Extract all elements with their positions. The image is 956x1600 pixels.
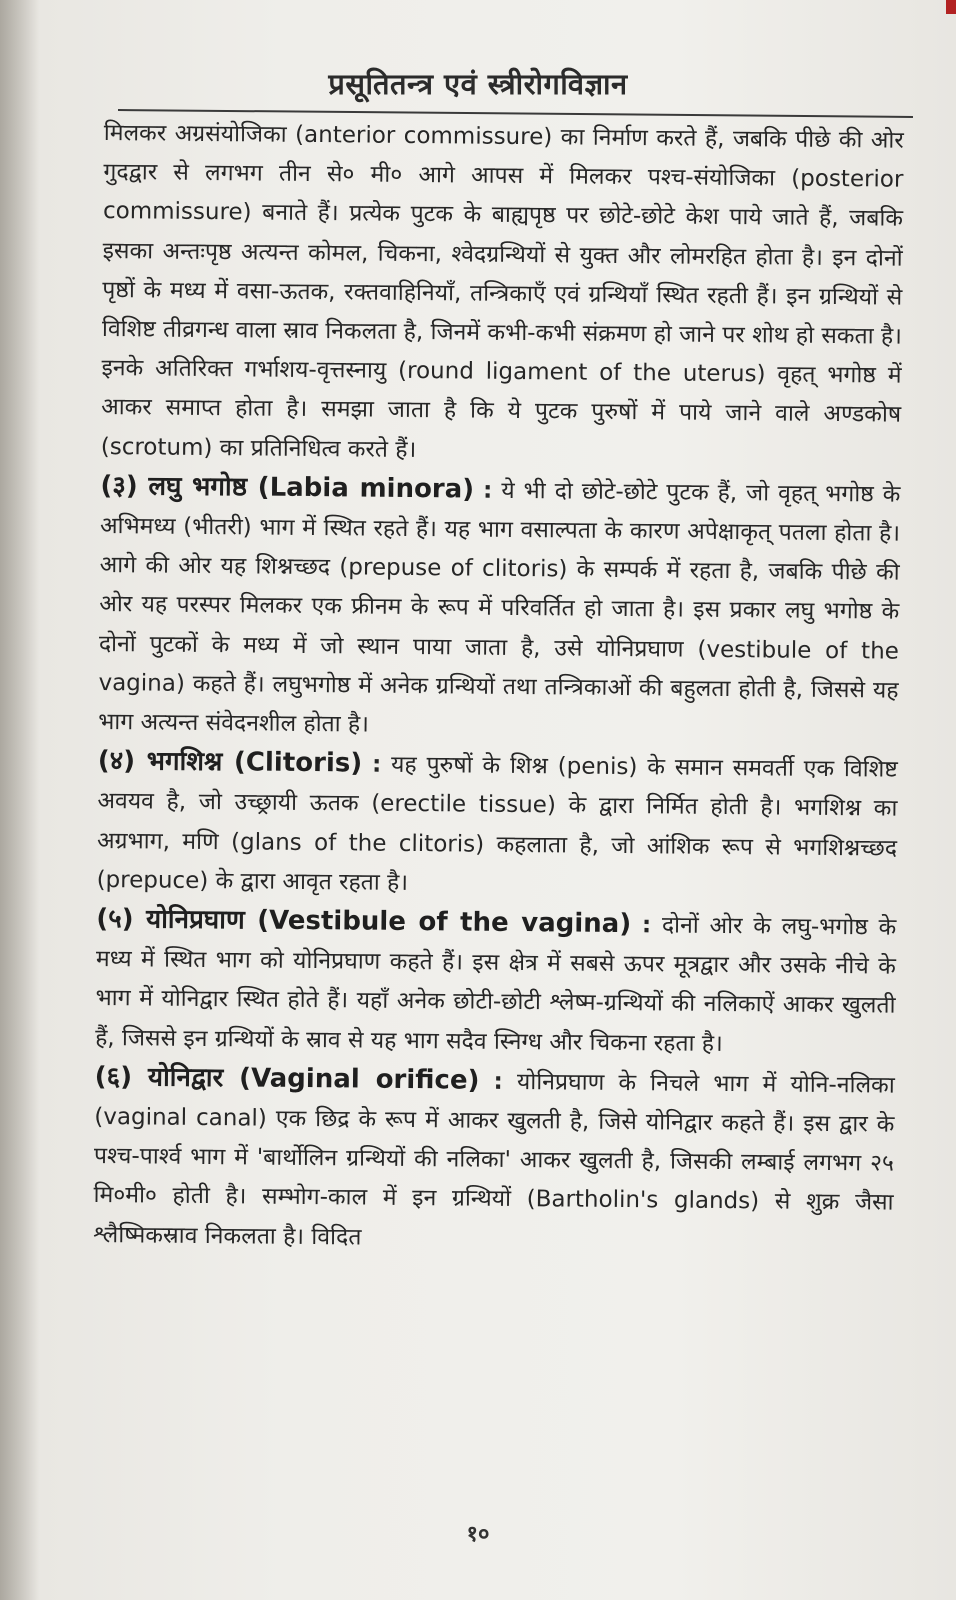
section-heading: (६) योनिद्वार (Vaginal orifice) [94,1061,480,1096]
section-body: योनिप्रघाण के निचले भाग में योनि-नलिका (vaginal canal) एक छिद्र के रूप में आकर खुलती है, जिसे योनिद्वार कहते हैं। इस द्वार के पश्च-पार्श्व भाग में 'बार्थोलिन ग्रन्थियों की नलिका' आकर खुलती है, जिसकी लम्बाई लगभग २५ मि०मी० होती है। सम्भोग-काल में इन ग्रन्थियों (Bartholin's glands) से शुक्र जैसा श्लैष्मिकस्राव निकलता है। विदित [93,1068,895,1251]
heading-separator: : [371,751,382,778]
body-text [93,114,904,1263]
bookmark-mark [946,0,956,14]
section-vestibule [95,900,896,1065]
section-body: यह पुरुषों के शिश्न (penis) के समान समवर्ती एक विशिष्ट अवयव है, जो उच्छ्रायी ऊतक (erectile tissue) के द्वारा निर्मित होती है। भगशिश्न का अग्रभाग, मणि (glans of the clitoris) कहलाता है, जो आंशिक रूप से भगशिश्नच्छद (prepuce) के द्वारा आवृत रहता है। [96,752,898,896]
section-body: ये भी दो छोटे-छोटे पुटक हैं, जो वृहत् भगोष्ठ के अभिमध्य (भीतरी) भाग में स्थित रहते हैं। यह भाग वसाल्पता के कारण अपेक्षाकृत् पतला होता है। आगे की ओर यह शिश्नच्छद (prepuse of clitoris) के सम्पर्क में रहता है, जबकि पीछे की ओर यह परस्पर मिलकर एक फ्रीनम के रूप में परिवर्तित हो जाता है। इस प्रकार लघु भगोष्ठ के दोनों पुटकों के मध्य में जो स्थान पाया जाता है, उसे योनिप्रघाण (vestibule of the vagina) कहते हैं। लघुभगोष्ठ में अनेक ग्रन्थियों तथा तन्त्रिकाओं की बहुलता होती है, जिससे यह भाग अत्यन्त संवेदनशील होता है। [98,477,901,738]
section-labia-minora [98,467,901,750]
section-clitoris [96,742,897,907]
heading-separator: : [493,1068,503,1095]
running-head: प्रसूतितन्त्र एवं स्त्रीरोगविज्ञान [328,67,628,101]
heading-separator: : [641,912,652,939]
section-vaginal-orifice [93,1058,895,1263]
section-heading: (४) भगशिश्न (Clitoris) [97,746,363,779]
section-heading: (५) योनिप्रघाण (Vestibule of the vagina) [96,904,632,940]
section-body: दोनों ओर के लघु-भगोष्ठ के मध्य में स्थित भाग को योनिप्रघाण कहते हैं। इस क्षेत्र में सबसे ऊपर मूत्रद्वार और उसके नीचे के भाग में योनिद्वार स्थित होते हैं। यहाँ अनेक छोटी-छोटी श्लेष्म-ग्रन्थियों की नलिकाऐं आकर खुलती हैं, जिससे इन ग्रन्थियों के स्राव से यह भाग सदैव स्निग्ध और चिकना रहता है। [95,912,897,1057]
intro-paragraph: मिलकर अग्रसंयोजिका (anterior commissure) का निर्माण करते हैं, जबकि पीछे की ओर गुदद्वार से लगभग तीन से० मी० आगे आपस में मिलकर पश्च-संयोजिका (posterior commissure) बनाते हैं। प्रत्येक पुटक के बाह्यपृष्ठ पर छोटे-छोटे केश पाये जाते हैं, जबकि इसका अन्तःपृष्ठ अत्यन्त कोमल, चिकना, श्वेदग्रन्थियों से युक्त और लोमरहित होता है। इन दोनों पृष्ठों के मध्य में वसा-ऊतक, रक्तवाहिनियाँ, तन्त्रिकाएँ एवं ग्रन्थियाँ स्थित रहती हैं। इन ग्रन्थियों से विशिष्ट तीव्रगन्ध वाला स्राव निकलता है, जिनमें कभी-कभी संक्रमण हो जाने पर शोथ हो सकता है। इनके अतिरिक्त गर्भाशय-वृत्तस्नायु (round ligament of the uterus) वृहत् भगोष्ठ में आकर समाप्त होता है। समझा जाता है कि ये पुटक पुरुषों में पाये जाने वाले अण्डकोष (scrotum) का प्रतिनिधित्व करते हैं। [100,119,904,463]
section-heading: (३) लघु भगोष्ठ (Labia minora) [100,470,475,505]
heading-separator: : [482,477,493,504]
page-edge-shadow [0,0,40,1600]
page-number: १० [466,1522,490,1547]
